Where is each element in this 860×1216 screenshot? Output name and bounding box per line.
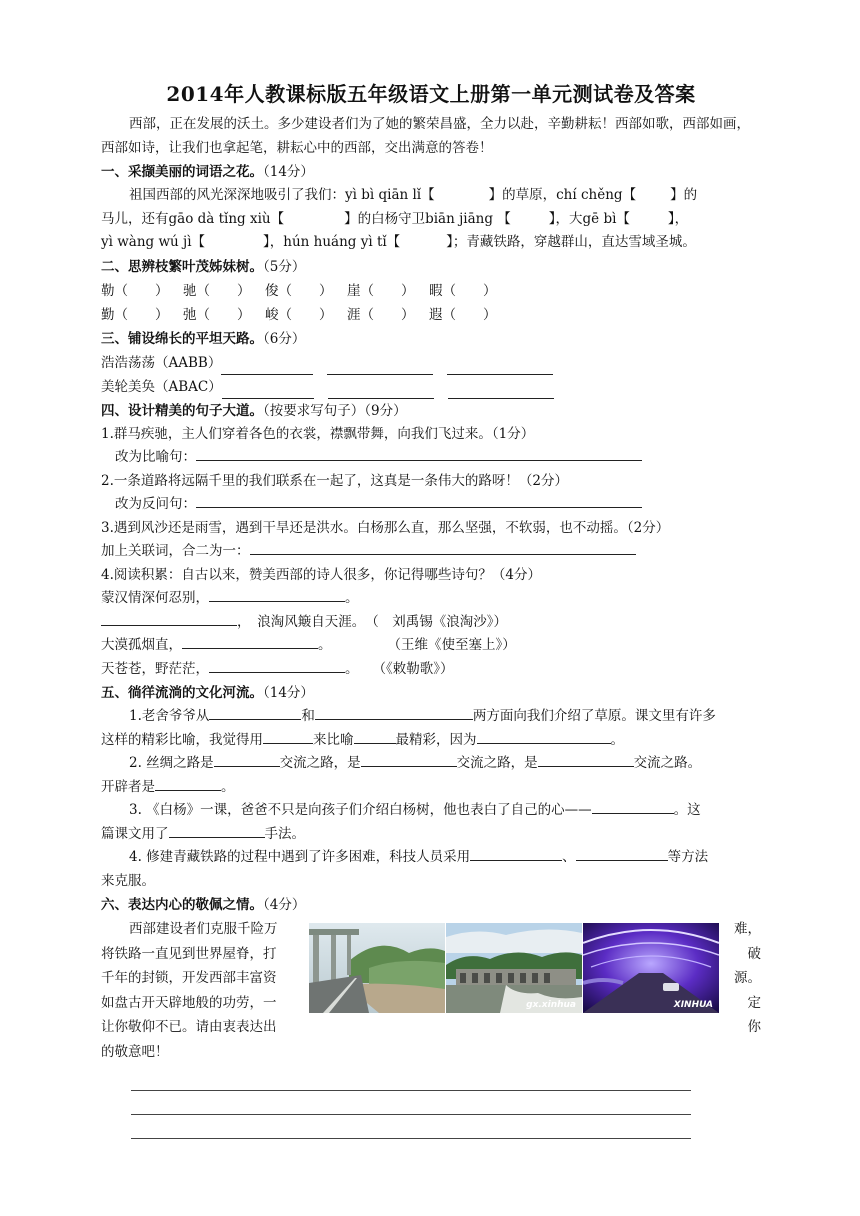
railway-bridge-photo (309, 923, 445, 1013)
answer-line-1[interactable] (131, 1067, 691, 1091)
answer-blank[interactable] (155, 776, 221, 791)
answer-blank[interactable] (354, 729, 396, 744)
char-item: 涯（ ） (347, 306, 415, 323)
answer-blank[interactable] (315, 705, 473, 720)
tunnel-lights-photo (583, 923, 719, 1013)
answer-blank[interactable] (101, 611, 237, 626)
answer-blank[interactable] (470, 846, 562, 861)
section-2-heading: 二、思辨枝繁叶茂姊妹树。（5分） (101, 258, 306, 275)
q5-3: 3. 《白杨》一课，爸爸不只是向孩子们介绍白杨树，他也表白了自己的心—— 。这 (101, 799, 761, 823)
dam-photo (446, 923, 582, 1013)
answer-blank[interactable] (221, 359, 313, 375)
answer-blank[interactable] (448, 383, 554, 399)
section-3-item-1: 浩浩荡荡（AABB） (101, 351, 761, 375)
answer-blank[interactable] (327, 359, 433, 375)
char-row-1 (101, 279, 761, 303)
answer-blank[interactable] (250, 540, 636, 555)
answer-blank[interactable] (447, 359, 553, 375)
answer-blank[interactable] (196, 446, 642, 461)
poem-line-2: ， 浪淘风簸自天涯。 （ 刘禹锡《浪淘沙》） (101, 611, 761, 635)
section-3-item-2: 美轮美奂（ABAC） (101, 375, 761, 399)
answer-line-3[interactable] (131, 1115, 691, 1139)
answer-blank[interactable] (263, 729, 313, 744)
q5-1: 1.老舍爷爷从 和 两方面向我们介绍了草原。课文里有许多 (101, 705, 761, 729)
char-item: 勒（ ） (101, 282, 169, 299)
answer-blank[interactable] (209, 587, 345, 602)
poem-line-4: 天苍苍，野茫茫， 。 （《敕勒歌》） (101, 658, 761, 682)
answer-blank[interactable] (592, 799, 674, 814)
char-item: 峻（ ） (265, 306, 333, 323)
q4-4: 4.阅读积累：自古以来，赞美西部的诗人很多，你记得哪些诗句？（4分） (101, 566, 541, 583)
section-1-line-2: 马儿，还有gāo dà tǐng xiù【 】的白杨守卫biān jiāng 【 】，大gē bì【 】， (101, 210, 689, 227)
answer-blank[interactable] (182, 634, 318, 649)
answer-blank[interactable] (209, 658, 345, 673)
photo-strip (309, 923, 719, 1013)
q4-2: 2.一条道路将远隔千里的我们联系在一起了，这真是一条伟大的路呀！（2分） (101, 472, 568, 489)
char-item: 弛（ ） (183, 306, 251, 323)
q4-3-answer: 加上关联词，合二为一： (101, 540, 761, 564)
char-item: 遐（ ） (429, 306, 497, 323)
char-item: 勤（ ） (101, 306, 169, 323)
answer-blank[interactable] (361, 752, 457, 767)
char-item: 俊（ ） (265, 282, 333, 299)
char-row-2 (101, 303, 761, 327)
q4-1-answer: 改为比喻句： (101, 446, 761, 470)
answer-blank[interactable] (222, 383, 314, 399)
answer-blank[interactable] (196, 493, 642, 508)
q5-3-cont: 篇课文用了 手法。 (101, 823, 761, 847)
intro-paragraph: 西部，正在发展的沃土。多少建设者们为了她的繁荣昌盛，全力以赴，辛勤耕耘！西部如歌，西部如画，西部如诗，让我们也拿起笔，耕耘心中的西部，交出满意的答卷！ (101, 116, 750, 156)
answer-blank[interactable] (214, 752, 280, 767)
poem-line-1: 蒙汉情深何忍别， 。 (101, 587, 761, 611)
q5-4-cont: 来克服。 (101, 872, 155, 889)
q5-2-cont: 开辟者是 。 (101, 776, 761, 800)
char-item: 崖（ ） (347, 282, 415, 299)
photo-caption: XINHUA (673, 1000, 713, 1010)
section-1-line-3: yì wàng wú jì【 】，hún huáng yì tǐ【 】；青藏铁路，穿越群山，直达雪域圣城。 (101, 234, 696, 250)
answer-line-2[interactable] (131, 1091, 691, 1115)
char-item: 驰（ ） (183, 282, 251, 299)
char-item: 暇（ ） (429, 282, 497, 299)
answer-blank[interactable] (538, 752, 634, 767)
poem-line-3: 大漠孤烟直， 。 （王维《使至塞上》） (101, 634, 761, 658)
section-1-heading: 一、采撷美丽的词语之花。（14分） (101, 164, 314, 180)
section-4-heading: 四、设计精美的句子大道。（按要求写句子）（9分） (101, 402, 407, 419)
q4-3: 3.遇到风沙还是雨雪，遇到干旱还是洪水。白杨那么直，那么坚强，不软弱，也不动摇。（2分） (101, 519, 670, 536)
section-5-heading: 五、徜徉流淌的文化河流。（14分） (101, 685, 314, 701)
photo-caption: gx.xinhua (526, 1000, 576, 1010)
section-1-line-1: 祖国西部的风光深深地吸引了我们：yì bì qiān lǐ【 】的草原，chí chěng【 】的 (129, 187, 698, 203)
answer-blank[interactable] (328, 383, 434, 399)
page-title: 2014年人教课标版五年级语文上册第一单元测试卷及答案 (166, 82, 696, 106)
answer-blank[interactable] (169, 823, 265, 838)
q4-1: 1.群马疾驰，主人们穿着各色的衣裳，襟飘带舞，向我们飞过来。（1分） (101, 425, 535, 442)
answer-blank[interactable] (209, 705, 301, 720)
q5-2: 2. 丝绸之路是 交流之路，是 交流之路，是 交流之路。 (101, 752, 761, 776)
section-6-body (101, 917, 761, 1067)
worksheet-page (101, 78, 761, 1139)
q5-4: 4. 修建青藏铁路的过程中遇到了许多困难，科技人员采用 、 等方法 (101, 846, 761, 870)
section-6-heading: 六、表达内心的敬佩之情。（4分） (101, 897, 306, 913)
answer-blank[interactable] (576, 846, 668, 861)
section-6-text: 西部建设者们克服千险万 难， 将铁路一直见到世界屋脊，打 破 千年的封锁，开发西部丰富资 源。 如盘古开天辟地般的功劳，一 定 让你敬仰不已。请由衷表达出 你 的敬意吧！ (101, 921, 761, 1060)
q4-2-answer: 改为反问句： (101, 493, 761, 517)
q5-1-cont: 这样的精彩比喻，我觉得用 来比喻 最精彩，因为 。 (101, 729, 761, 753)
section-3-heading: 三、铺设绵长的平坦天路。（6分） (101, 330, 306, 347)
answer-blank[interactable] (477, 729, 611, 744)
